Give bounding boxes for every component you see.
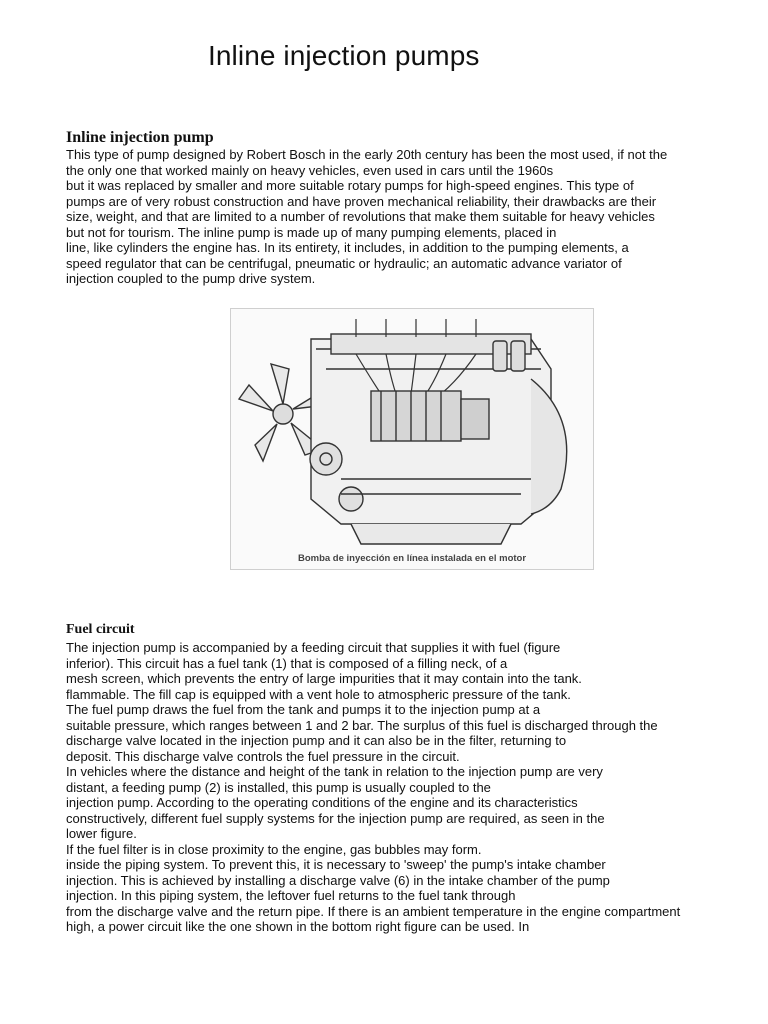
text-line: distant, a feeding pump (2) is installed, this pump is usually coupled to the (66, 779, 491, 795)
page-title: Inline injection pumps (208, 40, 480, 71)
text-line: pumps are of very robust construction and have proven mechanical reliability, their drawbacks are their (66, 193, 657, 209)
section-heading-fuel-circuit: Fuel circuit (66, 622, 135, 637)
text-line: In vehicles where the distance and height of the tank in relation to the injection pump are very (66, 764, 603, 779)
text-line: the only one that worked mainly on heavy vehicles, even used in cars until the 1960s (66, 162, 554, 178)
text-line: discharge valve located in the injection pump and it can also be in the filter, returning to (66, 733, 567, 748)
text-line: size, weight, and that are limited to a number of revolutions that make them suitable for heavy vehicles (66, 209, 655, 224)
text-line: line, like cylinders the engine has. In its entirety, it includes, in addition to the pumping elements, a (66, 240, 629, 255)
text-line: injection. In this piping system, the leftover fuel returns to the fuel tank through (66, 888, 516, 903)
section-body-fuel-circuit (66, 640, 756, 935)
text-line: If the fuel filter is in close proximity to the engine, gas bubbles may form. (66, 841, 482, 857)
text-line: mesh screen, which prevents the entry of large impurities that it may contain into the tank. (66, 671, 582, 686)
figure-caption: Bomba de inyección en línea instalada en el motor (297, 553, 527, 564)
text-line: speed regulator that can be centrifugal, pneumatic or hydraulic; an automatic advance variator of (66, 255, 622, 271)
engine-illustration (231, 309, 593, 549)
text-line: but not for tourism. The inline pump is made up of many pumping elements, placed in (66, 224, 557, 240)
text-line: injection coupled to the pump drive system. (66, 271, 316, 286)
text-line: The injection pump is accompanied by a feeding circuit that supplies it with fuel (figure (66, 640, 561, 655)
text-line: deposit. This discharge valve controls the fuel pressure in the circuit. (66, 748, 460, 764)
text-line: injection. This is achieved by installing a discharge valve (6) in the intake chamber of the pump (66, 872, 610, 888)
text-line: but it was replaced by smaller and more suitable rotary pumps for high-speed engines. This type of (66, 178, 634, 193)
text-line: This type of pump designed by Robert Bosch in the early 20th century has been the most used, if not the (66, 147, 668, 162)
section-body-inline-pump (66, 147, 756, 287)
text-line: inferior). This circuit has a fuel tank (1) that is composed of a filling neck, of a (66, 655, 508, 671)
text-line: constructively, different fuel supply systems for the injection pump are required, as seen in the (66, 810, 605, 826)
text-line: suitable pressure, which ranges between 1 and 2 bar. The surplus of this fuel is discharged through the (66, 717, 658, 733)
text-line: The fuel pump draws the fuel from the tank and pumps it to the injection pump at a (66, 702, 541, 717)
text-line: injection pump. According to the operating conditions of the engine and its characteristics (66, 795, 578, 810)
text-line: high, a power circuit like the one shown in the bottom right figure can be used. In (66, 919, 530, 934)
text-line: from the discharge valve and the return pipe. If there is an ambient temperature in the engine compartment (66, 903, 681, 919)
engine-figure (230, 308, 594, 570)
text-line: lower figure. (66, 826, 137, 841)
text-line: flammable. The fill cap is equipped with a vent hole to atmospheric pressure of the tank. (66, 686, 571, 702)
text-line: inside the piping system. To prevent this, it is necessary to 'sweep' the pump's intake chamber (66, 857, 606, 872)
section-heading-inline-pump: Inline injection pump (66, 129, 214, 146)
